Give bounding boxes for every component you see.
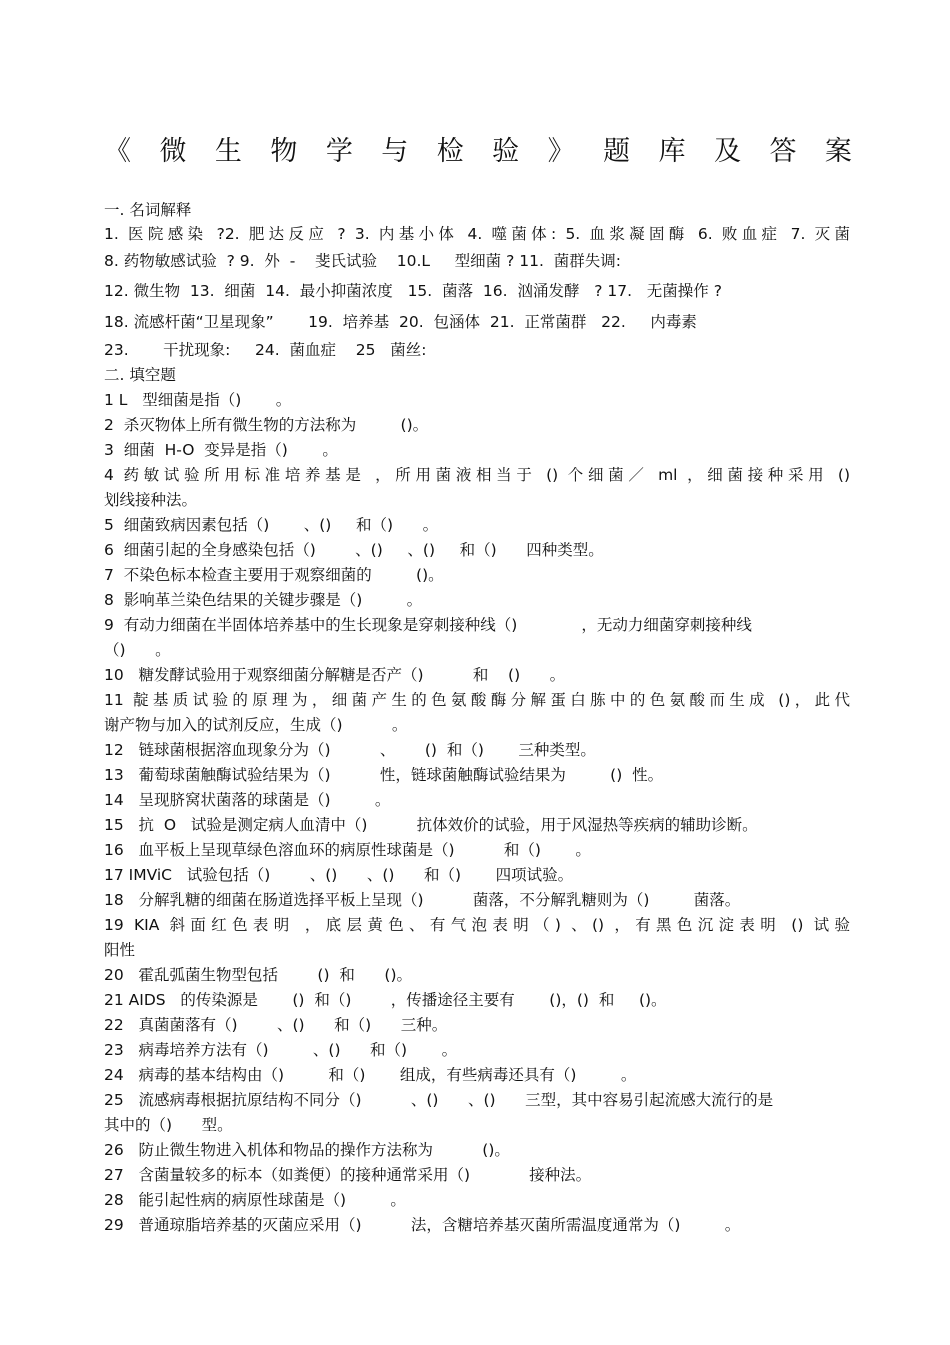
text-line: 21 AIDS 的传染源是 () 和（) ，传播途径主要有 ()，() 和 ()。 <box>104 991 667 1009</box>
title-char: 与 <box>381 136 409 167</box>
text-line: 10 糖发酵试验用于观察细菌分解糖是否产（) 和 () 。 <box>104 666 566 684</box>
text-line: 12 链球菌根据溶血现象分为（) 、 () 和（) 三种类型。 <box>104 741 596 759</box>
text-line: 23 病毒培养方法有（) 、() 和（) 。 <box>104 1041 458 1059</box>
text-line: 13 葡萄球菌触酶试验结果为（) 性，链球菌触酶试验结果为 () 性。 <box>104 766 664 784</box>
title-char: 生 <box>214 136 242 167</box>
title-char: 案 <box>824 136 852 167</box>
text-line: 二. 填空题 <box>104 366 176 384</box>
text-line: 18. 流感杆菌“卫星现象” 19. 培养基 20. 包涵体 21. 正常菌群 22. 内毒素 <box>104 313 697 331</box>
text-line: 阳性 <box>104 941 136 959</box>
text-line: 划线接种法。 <box>104 491 198 509</box>
title-char: 学 <box>325 136 353 167</box>
text-line: 9 有动力细菌在半固体培养基中的生长现象是穿刺接种线（) ，无动力细菌穿刺接种线 <box>104 616 752 634</box>
title-char: 题 <box>603 136 631 167</box>
title-char: 验 <box>492 136 520 167</box>
text-line: 4 药敏试验所用标准培养基是 ，所用菌液相当于 () 个细菌／ ml ，细菌接种采用 () <box>104 466 850 484</box>
title-char: 》 <box>547 136 575 167</box>
text-line: 18 分解乳糖的细菌在肠道选择平板上呈现（) 菌落，不分解乳糖则为（) 菌落。 <box>104 891 741 909</box>
text-line: 24 病毒的基本结构由（) 和（) 组成，有些病毒还具有（) 。 <box>104 1066 637 1084</box>
text-line: 15 抗 O 试验是测定病人血清中（) 抗体效价的试验，用于风湿热等疾病的辅助诊断。 <box>104 816 758 834</box>
title-char: 检 <box>436 136 464 167</box>
text-line: 16 血平板上呈现草绿色溶血环的病原性球菌是（) 和（) 。 <box>104 841 591 859</box>
text-line: 2 杀灭物体上所有微生物的方法称为 ()。 <box>104 416 429 434</box>
text-line: 6 细菌引起的全身感染包括（) 、() 、() 和（) 四种类型。 <box>104 541 604 559</box>
text-line: 5 细菌致病因素包括（) 、() 和（) 。 <box>104 516 439 534</box>
title-char: 库 <box>658 136 686 167</box>
text-line: 28 能引起性病的病原性球菌是（) 。 <box>104 1191 406 1209</box>
text-line: （) 。 <box>104 641 171 659</box>
title-char: 及 <box>713 136 741 167</box>
text-line: 一. 名词解释 <box>104 201 192 219</box>
text-line: 3 细菌 H-O 变异是指（) 。 <box>104 441 338 459</box>
text-line: 22 真菌菌落有（) 、() 和（) 三种。 <box>104 1016 448 1034</box>
text-line: 20 霍乱弧菌生物型包括 () 和 ()。 <box>104 966 413 984</box>
text-line: 其中的（) 型。 <box>104 1116 233 1134</box>
text-line: 26 防止微生物进入机体和物品的操作方法称为 ()。 <box>104 1141 510 1159</box>
text-line: 14 呈现脐窝状菌落的球菌是（) 。 <box>104 791 391 809</box>
text-line: 8. 药物敏感试验 ? 9. 外 - 斐氏试验 10.L 型细菌 ? 11. 菌群失调: <box>104 252 621 270</box>
text-line: 1. 医院感染 ?2. 肥达反应 ? 3. 内基小体 4. 噬菌体: 5. 血浆凝固酶 6. 败血症 7. 灭菌 <box>104 225 850 243</box>
document-title <box>104 132 852 172</box>
text-line: 25 流感病毒根据抗原结构不同分（) 、() 、() 三型，其中容易引起流感大流行的是 <box>104 1091 774 1109</box>
title-char: 物 <box>270 136 298 167</box>
title-char: 答 <box>769 136 797 167</box>
text-line: 27 含菌量较多的标本（如粪便）的接种通常采用（) 接种法。 <box>104 1166 592 1184</box>
title-char: 微 <box>159 136 187 167</box>
text-line: 23. 干扰现象: 24. 菌血症 25 菌丝: <box>104 341 427 359</box>
text-line: 29 普通琼脂培养基的灭菌应采用（) 法，含糖培养基灭菌所需温度通常为（) 。 <box>104 1216 741 1234</box>
text-line: 7 不染色标本检查主要用于观察细菌的 ()。 <box>104 566 444 584</box>
text-line: 11 靛基质试验的原理为，细菌产生的色氨酸酶分解蛋白胨中的色氨酸而生成 ()，此代 <box>104 691 850 709</box>
text-line: 19 KIA 斜面红色表明 ，底层黄色、有气泡表明（) 、() ，有黑色沉淀表明 () 试验 <box>104 916 850 934</box>
text-line: 17 IMViC 试验包括（) 、() 、() 和（) 四项试验。 <box>104 866 574 884</box>
text-line: 8 影响革兰染色结果的关键步骤是（) 。 <box>104 591 423 609</box>
text-line: 谢产物与加入的试剂反应，生成（) 。 <box>104 716 408 734</box>
title-char: 《 <box>104 136 131 167</box>
text-line: 12. 微生物 13. 细菌 14. 最小抑菌浓度 15. 菌落 16. 汹涌发酵 ? 17. 无菌操作 ? <box>104 282 722 300</box>
text-line: 1 L 型细菌是指（) 。 <box>104 391 292 409</box>
